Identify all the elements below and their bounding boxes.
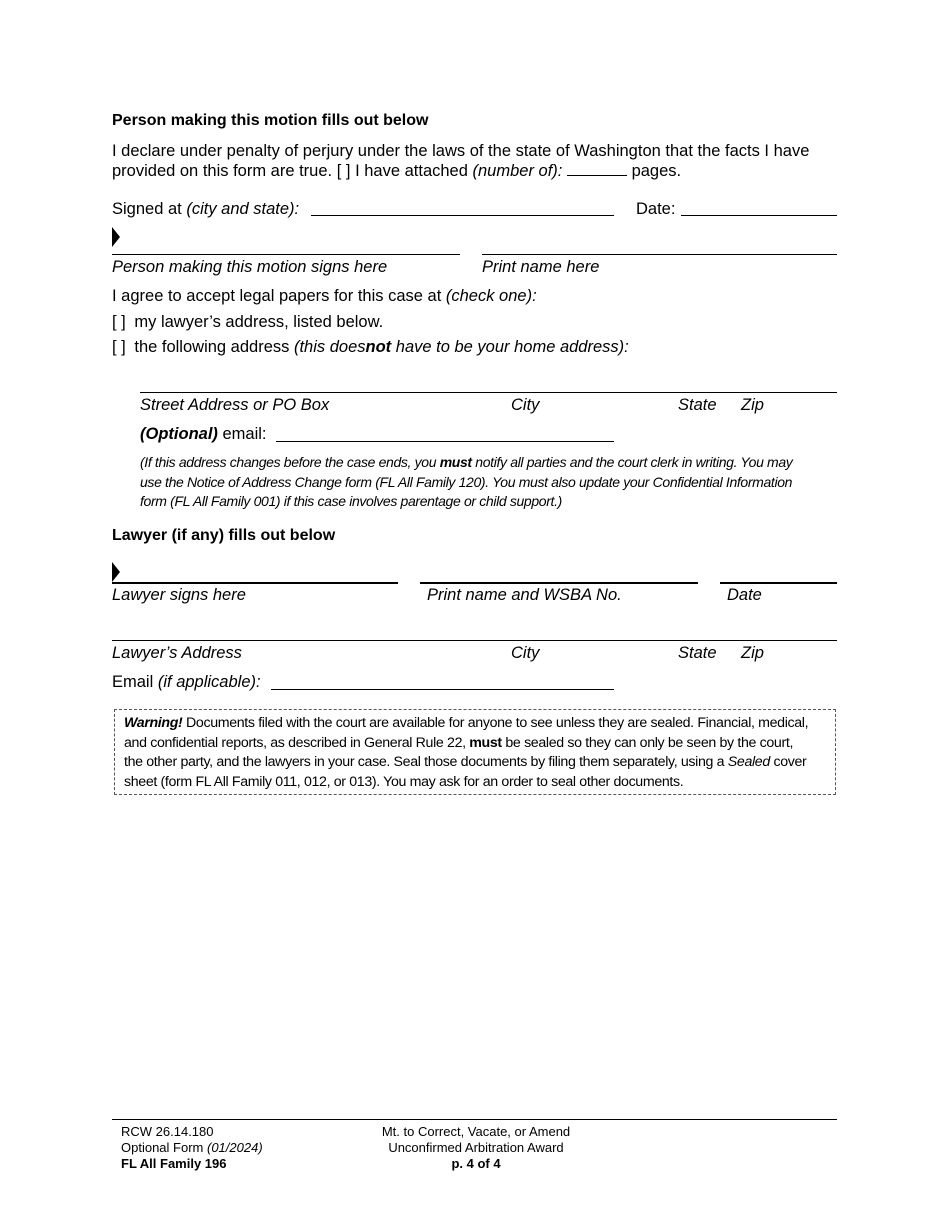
motion-signature-field[interactable]	[112, 254, 460, 255]
motion-print-name-field[interactable]	[482, 254, 837, 255]
warning-line-1	[124, 714, 830, 734]
print-name-label: Print name here	[482, 258, 600, 276]
footer-statute: RCW 26.14.180	[121, 1124, 214, 1139]
date-label: Date:	[636, 200, 676, 218]
lawyer-date-field[interactable]	[720, 582, 837, 584]
street-label: Street Address or PO Box	[140, 396, 330, 414]
lawyer-signature-field[interactable]	[112, 582, 398, 584]
notice-line-1	[140, 453, 840, 473]
warning-title: Warning!	[124, 715, 183, 731]
pages-count-field[interactable]	[567, 161, 627, 176]
warning-line-3-b: cover	[773, 754, 807, 770]
signed-at-hint: (city and state):	[186, 200, 300, 218]
footer-title-line-2: Unconfirmed Arbitration Award	[388, 1140, 564, 1155]
lawyer-email-text: Email	[112, 673, 154, 691]
agree-text: I agree to accept legal papers for this case at	[112, 287, 442, 305]
signed-at-text: Signed at	[112, 200, 182, 218]
declaration-line-2	[112, 161, 681, 181]
option-address-hint-not: not	[365, 338, 392, 356]
agree-hint: (check one):	[445, 287, 537, 305]
motion-heading: Person making this motion fills out below	[112, 112, 429, 129]
notice-text-a: (If this address changes before the case ends, you	[140, 454, 437, 470]
signs-here-label: Person making this motion signs here	[112, 258, 388, 276]
footer-title-line-1: Mt. to Correct, Vacate, or Amend	[381, 1124, 571, 1139]
declaration-line-1: I declare under penalty of perjury under the laws of the state of Washington that the facts I have	[112, 142, 810, 160]
warning-line-1-text: Documents filed with the court are available for anyone to see unless they are sealed. Financial, medical,	[186, 715, 809, 731]
option-following-address	[112, 337, 629, 357]
footer-rule	[112, 1119, 837, 1120]
lawyer-print-name-field[interactable]	[420, 582, 698, 584]
notice-text-b: notify all parties and the court clerk in writing. You may	[475, 454, 793, 470]
footer-left	[121, 1124, 263, 1172]
warning-line-2-b: be sealed so they can only be seen by the court,	[505, 734, 794, 751]
agree-line	[112, 286, 537, 306]
warning-line-4: sheet (form FL All Family 011, 012, or 013). You may ask for an order to seal other documents.	[124, 773, 684, 790]
option-lawyer-text: my lawyer’s address, listed below.	[134, 313, 384, 331]
state-label: State	[678, 396, 717, 414]
notice-line-3: form (FL All Family 001) if this case involves parentage or child support.)	[140, 493, 562, 509]
lawyer-email-label	[112, 672, 261, 692]
notice-must: must	[439, 454, 472, 470]
lawyer-heading: Lawyer (if any) fills out below	[112, 527, 336, 544]
lawyer-email-field[interactable]	[271, 689, 614, 690]
notice-line-2: use the Notice of Address Change form (FL All Family 120). You must also update your Confidential Information	[140, 473, 793, 490]
lawyer-print-name-label: Print name and WSBA No.	[427, 586, 622, 604]
lawyer-email-hint: (if applicable):	[157, 673, 261, 691]
pages-text: pages.	[631, 162, 682, 180]
zip-label: Zip	[741, 396, 764, 414]
declaration-text: provided on this form are true.	[112, 162, 333, 180]
option-address-text: the following address	[134, 338, 290, 356]
lawyer-date-label: Date	[727, 586, 762, 604]
footer-optional-form-text: Optional Form	[121, 1140, 204, 1155]
warning-line-2	[124, 734, 830, 754]
lawyer-state-label: State	[678, 644, 717, 662]
warning-text	[124, 714, 830, 792]
option-address-checkbox[interactable]: [ ]	[112, 338, 126, 356]
sign-arrow-icon	[112, 227, 120, 247]
warning-line-3-a: the other party, and the lawyers in your case. Seal those documents by filing them separately, using a	[124, 754, 725, 770]
signed-at-field[interactable]	[311, 215, 614, 216]
optional-text: (Optional)	[140, 425, 218, 443]
option-address-hint: (this does	[293, 338, 366, 356]
city-label: City	[511, 396, 540, 414]
signed-at-label	[112, 199, 299, 219]
option-lawyer-address	[112, 312, 383, 332]
lawyer-address-field[interactable]	[112, 640, 837, 641]
number-of-hint: (number of):	[472, 162, 563, 180]
lawyer-signs-here-label: Lawyer signs here	[112, 586, 246, 604]
warning-sealed: Sealed	[727, 754, 770, 770]
footer-page-number: p. 4 of 4	[451, 1156, 501, 1171]
option-lawyer-checkbox[interactable]: [ ]	[112, 313, 126, 331]
footer-optional-form	[121, 1140, 263, 1156]
motion-email-field[interactable]	[276, 441, 614, 442]
attached-pages-checkbox[interactable]: [ ]	[336, 162, 351, 180]
email-text: email:	[222, 425, 267, 443]
optional-email-label	[140, 424, 267, 444]
lawyer-zip-label: Zip	[741, 644, 764, 662]
attached-text: I have attached	[355, 162, 468, 180]
warning-line-2-a: and confidential reports, as described in General Rule 22,	[124, 734, 466, 751]
warning-box	[114, 709, 836, 795]
date-field[interactable]	[681, 215, 837, 216]
lawyer-sign-arrow-icon	[112, 562, 120, 582]
option-address-hint-rest: have to be your home address):	[395, 338, 629, 356]
footer-form-id: FL All Family 196	[121, 1156, 227, 1171]
address-change-notice	[140, 453, 840, 512]
warning-line-3	[124, 753, 830, 773]
footer-form-date: (01/2024)	[207, 1140, 263, 1155]
warning-must: must	[469, 734, 502, 751]
lawyer-address-label: Lawyer’s Address	[112, 644, 242, 662]
lawyer-city-label: City	[511, 644, 540, 662]
footer-center	[326, 1124, 626, 1172]
street-address-field[interactable]	[140, 392, 837, 393]
